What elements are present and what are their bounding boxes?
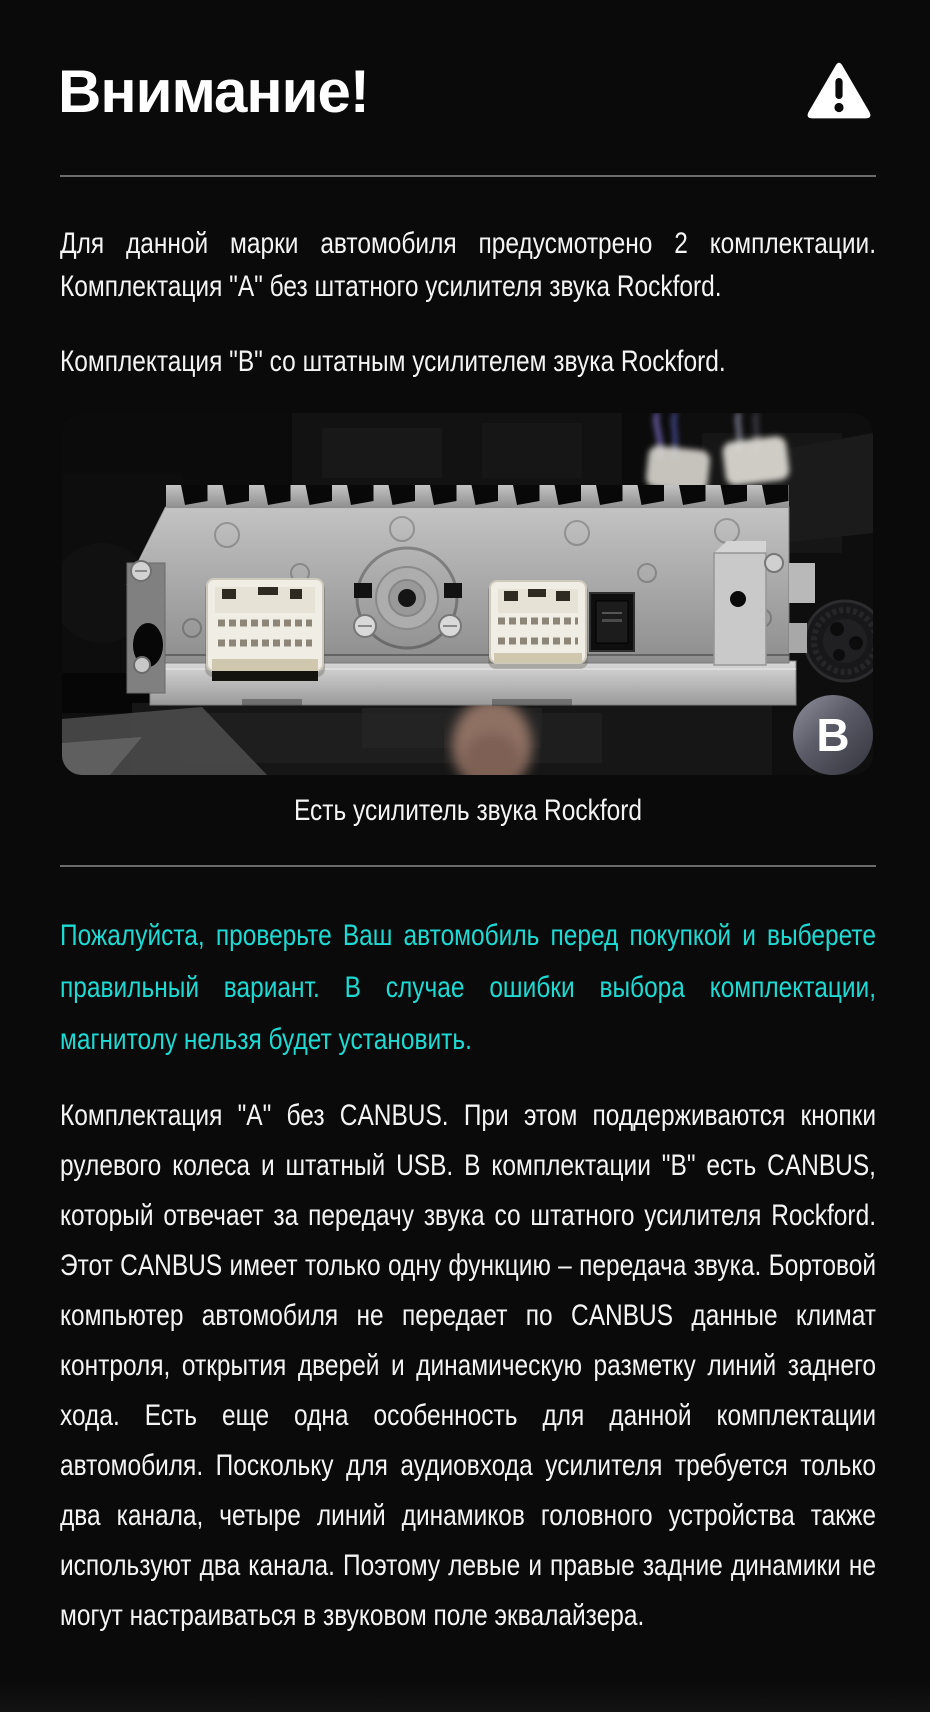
details-line: могут настраиваться в звуковом поле эквалайзера. <box>60 1599 645 1632</box>
intro-line: Комплектация "А" без штатного усилителя звука Rockford. <box>60 270 722 303</box>
notice-line: правильный вариант. В случае ошибки выбора комплектации, <box>60 971 876 1004</box>
head-unit-photo <box>62 413 873 775</box>
details-line: автомобиля. Поскольку для аудиовхода усилителя требуется только <box>60 1449 876 1482</box>
head-unit-photo-art <box>62 413 873 775</box>
details-line: компьютер автомобиля не передает по CANBUS данные климат <box>60 1299 876 1332</box>
divider-middle <box>60 865 876 867</box>
warning-triangle-icon <box>806 61 872 119</box>
details-line: используют два канала. Поэтому левые и правые задние динамики не <box>60 1549 876 1582</box>
notice-line: магнитолу нельзя будет установить. <box>60 1023 472 1056</box>
details-line: Комплектация "А" без CANBUS. При этом поддерживаются кнопки <box>60 1099 876 1132</box>
photo-caption: Есть усилитель звука Rockford <box>293 794 643 827</box>
bottom-fade <box>0 1680 930 1712</box>
details-line: хода. Есть еще одна особенность для данной комплектации <box>60 1399 876 1432</box>
variant-b-badge: B <box>793 695 873 775</box>
dash-knob <box>805 601 873 681</box>
details-line: рулевого колеса и штатный USB. В комплектации "В" есть CANBUS, <box>60 1149 876 1182</box>
details-line: который отвечает за передачу звука со штатного усилителя Rockford. <box>60 1199 876 1232</box>
page-title: Внимание! <box>58 58 369 125</box>
notice-line: Пожалуйста, проверьте Ваш автомобиль перед покупкой и выберете <box>60 919 876 952</box>
variant-b-line: Комплектация "В" со штатным усилителем звука Rockford. <box>60 345 726 378</box>
connector-left <box>205 579 325 681</box>
connector-black <box>590 593 634 651</box>
details-line: Этот CANBUS имеет только одну функцию – передача звука. Бортовой <box>60 1249 876 1282</box>
intro-line: Для данной марки автомобиля предусмотрено 2 комплектации. <box>60 227 876 260</box>
connector-right <box>488 581 588 669</box>
details-line: два канала, четыре линий динамиков головного устройства также <box>60 1499 876 1532</box>
divider-top <box>60 175 876 177</box>
details-line: контроля, открытия дверей и динамическую разметку линий заднего <box>60 1349 876 1382</box>
